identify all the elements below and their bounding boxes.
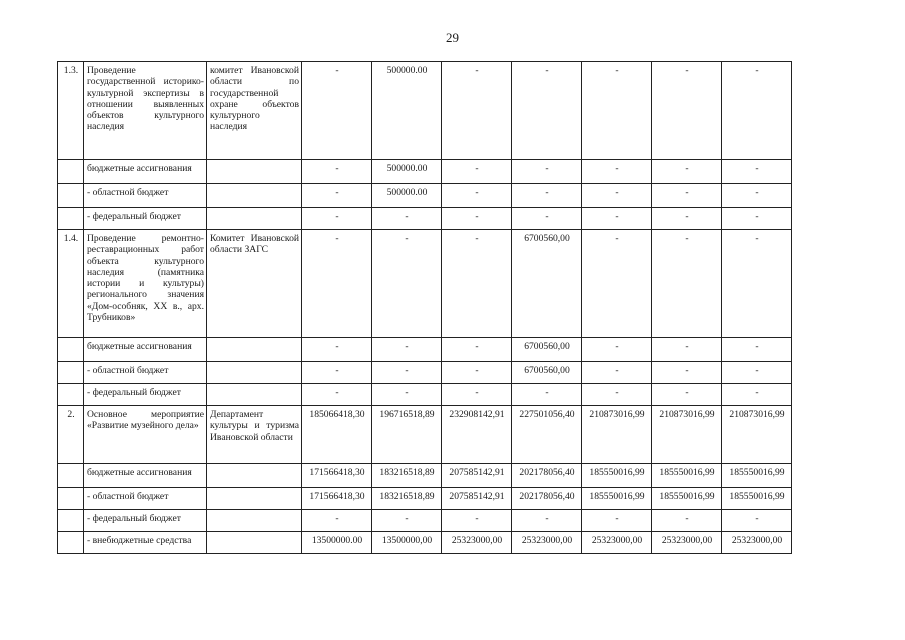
row-executor <box>207 464 302 488</box>
row-description: - федеральный бюджет <box>84 510 207 532</box>
row-number <box>58 532 84 554</box>
row-number <box>58 160 84 184</box>
value-cell-year-4: - <box>512 510 582 532</box>
row-description: - федеральный бюджет <box>84 208 207 230</box>
value-cell-year-4: 202178056,40 <box>512 488 582 510</box>
value-cell-year-2: 183216518,89 <box>372 464 442 488</box>
table-body <box>58 62 792 554</box>
table-row-funding <box>58 532 792 554</box>
table-row-activity <box>58 62 792 160</box>
table-row-activity <box>58 230 792 338</box>
value-cell-year-3: - <box>442 208 512 230</box>
value-cell-year-3: 207585142,91 <box>442 464 512 488</box>
table-row-funding <box>58 184 792 208</box>
value-cell-year-2: 500000.00 <box>372 184 442 208</box>
value-cell-year-2: - <box>372 384 442 406</box>
value-cell-year-1: 13500000.00 <box>302 532 372 554</box>
row-number <box>58 338 84 362</box>
value-cell-year-2: - <box>372 362 442 384</box>
table-row-funding <box>58 488 792 510</box>
value-cell-year-7: - <box>722 160 792 184</box>
value-cell-year-3: - <box>442 184 512 208</box>
value-cell-year-6: 25323000,00 <box>652 532 722 554</box>
value-cell-year-1: - <box>302 62 372 160</box>
value-cell-year-3: - <box>442 338 512 362</box>
row-executor <box>207 160 302 184</box>
value-cell-year-4: - <box>512 160 582 184</box>
value-cell-year-6: - <box>652 230 722 338</box>
value-cell-year-4: 6700560,00 <box>512 338 582 362</box>
value-cell-year-5: - <box>582 230 652 338</box>
value-cell-year-5: - <box>582 510 652 532</box>
value-cell-year-1: - <box>302 362 372 384</box>
value-cell-year-6: - <box>652 62 722 160</box>
table-row-funding <box>58 384 792 406</box>
value-cell-year-7: - <box>722 510 792 532</box>
value-cell-year-6: - <box>652 510 722 532</box>
value-cell-year-6: 185550016,99 <box>652 464 722 488</box>
value-cell-year-1: - <box>302 510 372 532</box>
row-description: Основное мероприятие «Развитие музейного дела» <box>84 406 207 464</box>
row-description: бюджетные ассигнования <box>84 338 207 362</box>
row-executor: комитет Ивановской области по государственной охране объектов культурного наследия <box>207 62 302 160</box>
value-cell-year-3: 232908142,91 <box>442 406 512 464</box>
value-cell-year-2: 13500000,00 <box>372 532 442 554</box>
table-row-funding <box>58 208 792 230</box>
row-description: бюджетные ассигнования <box>84 160 207 184</box>
table-row-funding <box>58 464 792 488</box>
value-cell-year-3: - <box>442 62 512 160</box>
row-executor <box>207 208 302 230</box>
value-cell-year-5: - <box>582 184 652 208</box>
value-cell-year-2: 500000.00 <box>372 160 442 184</box>
value-cell-year-6: - <box>652 208 722 230</box>
value-cell-year-1: - <box>302 208 372 230</box>
value-cell-year-7: - <box>722 384 792 406</box>
row-number: 1.4. <box>58 230 84 338</box>
value-cell-year-4: 227501056,40 <box>512 406 582 464</box>
row-number <box>58 384 84 406</box>
row-description: - областной бюджет <box>84 488 207 510</box>
row-number <box>58 362 84 384</box>
value-cell-year-6: - <box>652 184 722 208</box>
value-cell-year-5: 210873016,99 <box>582 406 652 464</box>
page-number: 29 <box>446 30 459 45</box>
value-cell-year-3: - <box>442 230 512 338</box>
row-executor: Департамент культуры и туризма Ивановской области <box>207 406 302 464</box>
value-cell-year-7: 185550016,99 <box>722 464 792 488</box>
row-executor <box>207 510 302 532</box>
value-cell-year-6: - <box>652 362 722 384</box>
value-cell-year-7: - <box>722 62 792 160</box>
value-cell-year-1: - <box>302 338 372 362</box>
row-number <box>58 488 84 510</box>
row-number <box>58 510 84 532</box>
row-description: Проведение государственной историко-культурной экспертизы в отношении выявленных объектов культурного наследия <box>84 62 207 160</box>
value-cell-year-3: 25323000,00 <box>442 532 512 554</box>
value-cell-year-3: - <box>442 510 512 532</box>
value-cell-year-5: - <box>582 208 652 230</box>
row-executor: Комитет Ивановской области ЗАГС <box>207 230 302 338</box>
value-cell-year-1: - <box>302 160 372 184</box>
row-description: - внебюджетные средства <box>84 532 207 554</box>
value-cell-year-7: - <box>722 362 792 384</box>
row-number <box>58 184 84 208</box>
value-cell-year-1: - <box>302 230 372 338</box>
value-cell-year-1: 171566418,30 <box>302 488 372 510</box>
value-cell-year-7: - <box>722 338 792 362</box>
value-cell-year-3: - <box>442 160 512 184</box>
row-executor <box>207 362 302 384</box>
value-cell-year-3: - <box>442 384 512 406</box>
table-row-funding <box>58 160 792 184</box>
value-cell-year-5: - <box>582 338 652 362</box>
value-cell-year-4: - <box>512 184 582 208</box>
value-cell-year-2: - <box>372 338 442 362</box>
value-cell-year-5: - <box>582 362 652 384</box>
value-cell-year-5: - <box>582 62 652 160</box>
row-executor <box>207 488 302 510</box>
value-cell-year-6: - <box>652 338 722 362</box>
value-cell-year-4: - <box>512 62 582 160</box>
value-cell-year-2: 500000.00 <box>372 62 442 160</box>
row-number: 2. <box>58 406 84 464</box>
value-cell-year-5: 185550016,99 <box>582 464 652 488</box>
value-cell-year-5: - <box>582 384 652 406</box>
value-cell-year-2: - <box>372 510 442 532</box>
table-row-activity <box>58 406 792 464</box>
value-cell-year-7: 25323000,00 <box>722 532 792 554</box>
row-description: - областной бюджет <box>84 184 207 208</box>
value-cell-year-7: - <box>722 184 792 208</box>
value-cell-year-4: 25323000,00 <box>512 532 582 554</box>
value-cell-year-3: - <box>442 362 512 384</box>
value-cell-year-1: - <box>302 384 372 406</box>
row-executor <box>207 384 302 406</box>
row-executor <box>207 338 302 362</box>
table-row-funding <box>58 362 792 384</box>
row-description: - областной бюджет <box>84 362 207 384</box>
value-cell-year-2: 183216518,89 <box>372 488 442 510</box>
value-cell-year-6: - <box>652 160 722 184</box>
value-cell-year-6: 185550016,99 <box>652 488 722 510</box>
value-cell-year-1: 185066418,30 <box>302 406 372 464</box>
value-cell-year-7: 185550016,99 <box>722 488 792 510</box>
value-cell-year-1: 171566418,30 <box>302 464 372 488</box>
value-cell-year-6: - <box>652 384 722 406</box>
value-cell-year-1: - <box>302 184 372 208</box>
value-cell-year-3: 207585142,91 <box>442 488 512 510</box>
value-cell-year-7: 210873016,99 <box>722 406 792 464</box>
row-description: бюджетные ассигнования <box>84 464 207 488</box>
value-cell-year-2: 196716518,89 <box>372 406 442 464</box>
row-description: Проведение ремонтно-реставрационных работ объекта культурного наследия (памятника истории и культуры) регионального значения «Дом-особняк, XX в., арх. Трубников» <box>84 230 207 338</box>
value-cell-year-5: 25323000,00 <box>582 532 652 554</box>
row-number: 1.3. <box>58 62 84 160</box>
value-cell-year-7: - <box>722 230 792 338</box>
value-cell-year-5: - <box>582 160 652 184</box>
budget-table <box>57 61 792 554</box>
value-cell-year-4: 6700560,00 <box>512 362 582 384</box>
value-cell-year-2: - <box>372 230 442 338</box>
value-cell-year-4: - <box>512 384 582 406</box>
value-cell-year-4: 202178056,40 <box>512 464 582 488</box>
value-cell-year-7: - <box>722 208 792 230</box>
row-executor <box>207 184 302 208</box>
row-description: - федеральный бюджет <box>84 384 207 406</box>
value-cell-year-6: 210873016,99 <box>652 406 722 464</box>
row-executor <box>207 532 302 554</box>
value-cell-year-4: - <box>512 208 582 230</box>
row-number <box>58 464 84 488</box>
value-cell-year-2: - <box>372 208 442 230</box>
table-row-funding <box>58 510 792 532</box>
table-row-funding <box>58 338 792 362</box>
row-number <box>58 208 84 230</box>
value-cell-year-5: 185550016,99 <box>582 488 652 510</box>
value-cell-year-4: 6700560,00 <box>512 230 582 338</box>
